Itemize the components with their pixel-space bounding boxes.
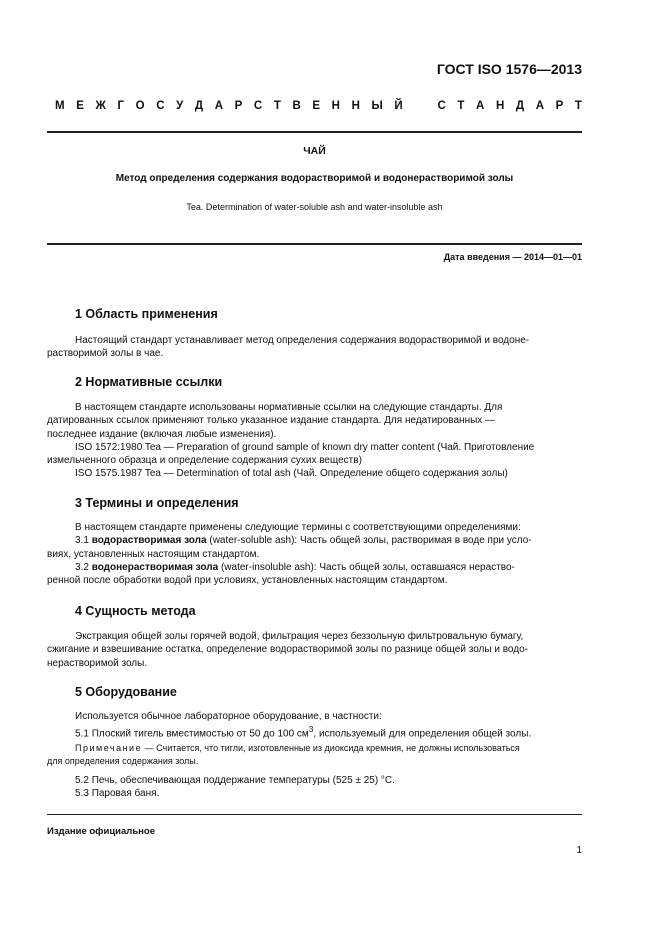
- note-line: для определения содержания золы.: [47, 756, 199, 767]
- kind-letter: Д: [515, 100, 525, 112]
- standard-kind: [55, 100, 582, 112]
- term-line: [75, 561, 582, 574]
- term-line: [75, 534, 582, 547]
- note: [47, 742, 582, 769]
- item-number: 5.3: [75, 788, 89, 800]
- paragraph-line: ренной после обработки водой при условиях, установленных настоящим стандартом.: [47, 575, 448, 587]
- document-code: ГОСТ ISO 1576—2013: [436, 61, 582, 77]
- kind-letter: Д: [194, 100, 204, 112]
- kind-letter: С: [437, 100, 446, 112]
- section-4: [75, 605, 582, 618]
- item-number: 5.2: [75, 775, 89, 786]
- term-number: 3.1: [75, 535, 89, 547]
- introduction-date: Дата введения — 2014—01—01: [443, 252, 582, 262]
- kind-letter: Ж: [95, 100, 106, 112]
- paragraph-line: нерастворимой золы.: [47, 657, 148, 669]
- paragraph-line: датированных ссылок применяют только указанное издание стандарта. Для недатированных —: [47, 415, 496, 427]
- section-heading: 4 Сущность метода: [75, 604, 196, 618]
- reference-line: ISO 1575.1987 Tea — Determination of total ash (Чай. Определение общего содержания золы): [75, 468, 508, 480]
- section-1: [75, 308, 582, 321]
- equipment-item: [75, 787, 582, 800]
- section-heading: 5 Оборудование: [75, 685, 177, 699]
- paragraph-line: В настоящем стандарте применены следующие термины с соответствующими определениями:: [75, 522, 521, 533]
- section-1-text: [47, 334, 582, 361]
- kind-letter: Е: [312, 100, 321, 112]
- reference-line: измельченного образца и определение содержания сухих веществ): [47, 455, 362, 467]
- kind-letter: В: [292, 100, 301, 112]
- kind-letter: Т: [273, 100, 281, 112]
- kind-letter: Г: [117, 100, 125, 112]
- kind-letter: Т: [457, 100, 465, 112]
- kind-letter: С: [156, 100, 165, 112]
- equipment-item: [75, 723, 582, 741]
- english-title: Tea. Determination of water-soluble ash and water-insoluble ash: [186, 202, 443, 212]
- section-heading: 3 Термины и определения: [75, 496, 239, 510]
- section-2-text: [47, 401, 582, 481]
- item-text: Паровая баня.: [91, 788, 160, 800]
- kind-letter: А: [535, 100, 545, 112]
- kind-letter: Р: [555, 100, 564, 112]
- kind-letter: У: [176, 100, 184, 112]
- item-text: Плоский тигель вместимостью от 50 до 100 см: [91, 728, 309, 740]
- paragraph-line: Настоящий стандарт устанавливает метод определения содержания водорастворимой и водоне-: [75, 335, 530, 346]
- header-rule: [47, 131, 582, 133]
- paragraph-line: Используется обычное лабораторное оборудование, в частности:: [75, 711, 382, 722]
- note-label: Примечание: [75, 743, 143, 753]
- kind-letter: Е: [76, 100, 84, 112]
- note-line: [75, 742, 582, 755]
- section-3: [75, 497, 582, 510]
- term-definition: (water-insoluble ash): Часть общей золы, оставшаяся нераство-: [220, 561, 515, 573]
- reference-line: ISO 1572:1980 Tea — Preparation of ground sample of known dry matter content (Чай. Приготовление: [75, 441, 535, 453]
- note-text: — Считается, что тигли, изготовленные из диоксида кремния, не должны использоваться: [144, 743, 520, 753]
- kind-letter: Й: [394, 100, 403, 112]
- term-name: водорастворимая зола: [91, 535, 207, 547]
- kind-letter: А: [476, 100, 485, 112]
- paragraph-line: последнее издание (включая любые изменения).: [47, 428, 277, 440]
- kind-letter: Н: [351, 100, 360, 112]
- paragraph-line: виях, установленных настоящим стандартом.: [47, 548, 260, 560]
- term-number: 3.2: [75, 561, 89, 573]
- kind-letter: О: [135, 100, 145, 112]
- superscript: 3: [308, 724, 314, 735]
- section-5-text: [75, 710, 582, 741]
- item-number: 5.1: [75, 728, 89, 740]
- section-3-text: [47, 521, 582, 587]
- item-text: Печь, обеспечивающая поддержание температуры (525 ± 25) °C.: [91, 775, 395, 786]
- section-heading: 2 Нормативные ссылки: [75, 375, 223, 389]
- kind-letter: Н: [495, 100, 505, 112]
- kind-letter: М: [55, 100, 65, 112]
- kind-letter: А: [214, 100, 224, 112]
- item-text: , используемый для определения общей золы.: [313, 728, 532, 740]
- term-name: водонерастворимая зола: [91, 561, 219, 573]
- section-5-items: [75, 774, 582, 801]
- section-2: [75, 376, 582, 389]
- page-number: 1: [576, 845, 582, 856]
- kind-letter: Ы: [371, 100, 383, 112]
- section-heading: 1 Область применения: [75, 307, 218, 321]
- paragraph-line: В настоящем стандарте использованы нормативные ссылки на следующие стандарты. Для: [75, 402, 503, 413]
- footer-rule: [47, 814, 582, 815]
- official-edition: Издание официальное: [47, 826, 155, 837]
- kind-letter: Т: [574, 100, 582, 112]
- document-subtitle: Метод определения содержания водорастворимой и водонерастворимой золы: [115, 173, 514, 184]
- document-title: ЧАЙ: [303, 145, 326, 157]
- paragraph-line: Экстракция общей золы горячей водой, фильтрация через беззольную фильтровальную бумагу,: [75, 631, 524, 642]
- section-4-text: [47, 630, 582, 670]
- kind-letter: Н: [331, 100, 340, 112]
- title-rule: [47, 243, 582, 245]
- equipment-item: [75, 774, 582, 787]
- kind-letter: С: [253, 100, 263, 112]
- kind-letter: Р: [234, 100, 243, 112]
- term-definition: (water-soluble ash): Часть общей золы, растворимая в воде при усло-: [209, 535, 532, 547]
- paragraph-line: сжигание и взвешивание остатка, определение водорастворимой золы по разнице общей золы и водо-: [47, 644, 528, 656]
- section-5: [75, 686, 582, 699]
- paragraph-line: растворимой золы в чае.: [47, 348, 164, 360]
